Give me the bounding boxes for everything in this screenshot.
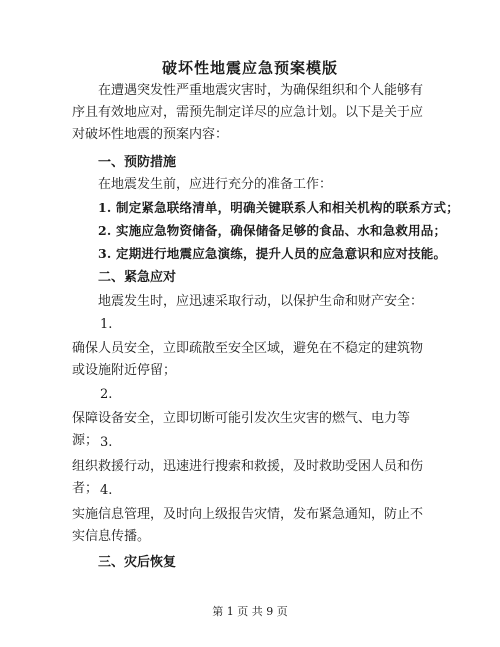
- section2-item-4-number: 4.: [100, 483, 113, 498]
- section2-lead: 地震发生时，应迅速采取行动，以保护生命和财产安全：: [98, 294, 424, 309]
- page-footer: 第 1 页 共 9 页: [212, 605, 288, 618]
- section2-item-2-text: 保障设备安全，立即切断可能引发次生灾害的燃气、电力等源；: [72, 411, 411, 448]
- section2-item-1-text: 确保人员安全，立即疏散至安全区域，避免在不稳定的建筑物或设施附近停留；: [72, 341, 424, 378]
- intro-paragraph: 在遭遇突发性严重地震灾害时，为确保组织和个人能够有序且有效地应对，需预先制定详尽的应急计划。以下是关于应对破坏性地震的预案内容：: [72, 83, 424, 142]
- section2-item-3-number: 3.: [100, 435, 113, 450]
- section2-item-1-number: 1.: [100, 317, 113, 332]
- section2-item-3-text: 组织救援行动，迅速进行搜索和救援，及时救助受困人员和伤者；: [72, 459, 424, 496]
- section1-heading: 一、预防措施: [98, 155, 177, 170]
- section1-lead: 在地震发生前，应进行充分的准备工作：: [98, 177, 333, 192]
- section2-heading: 二、紧急应对: [98, 270, 177, 285]
- document-title: 破坏性地震应急预案模版: [161, 59, 338, 77]
- section1-item-1: 1. 制定紧急联络清单，明确关键联系人和相关机构的联系方式；: [98, 200, 459, 215]
- section3-heading: 三、灾后恢复: [98, 555, 177, 570]
- section1-item-2: 2. 实施应急物资储备，确保储备足够的食品、水和急救用品；: [98, 223, 447, 238]
- section2-item-2-number: 2.: [100, 387, 113, 402]
- section1-item-3: 3. 定期进行地震应急演练，提升人员的应急意识和应对技能。: [98, 246, 447, 261]
- section2-item-4-text: 实施信息管理，及时向上级报告灾情，发布紧急通知，防止不实信息传播。: [72, 507, 424, 544]
